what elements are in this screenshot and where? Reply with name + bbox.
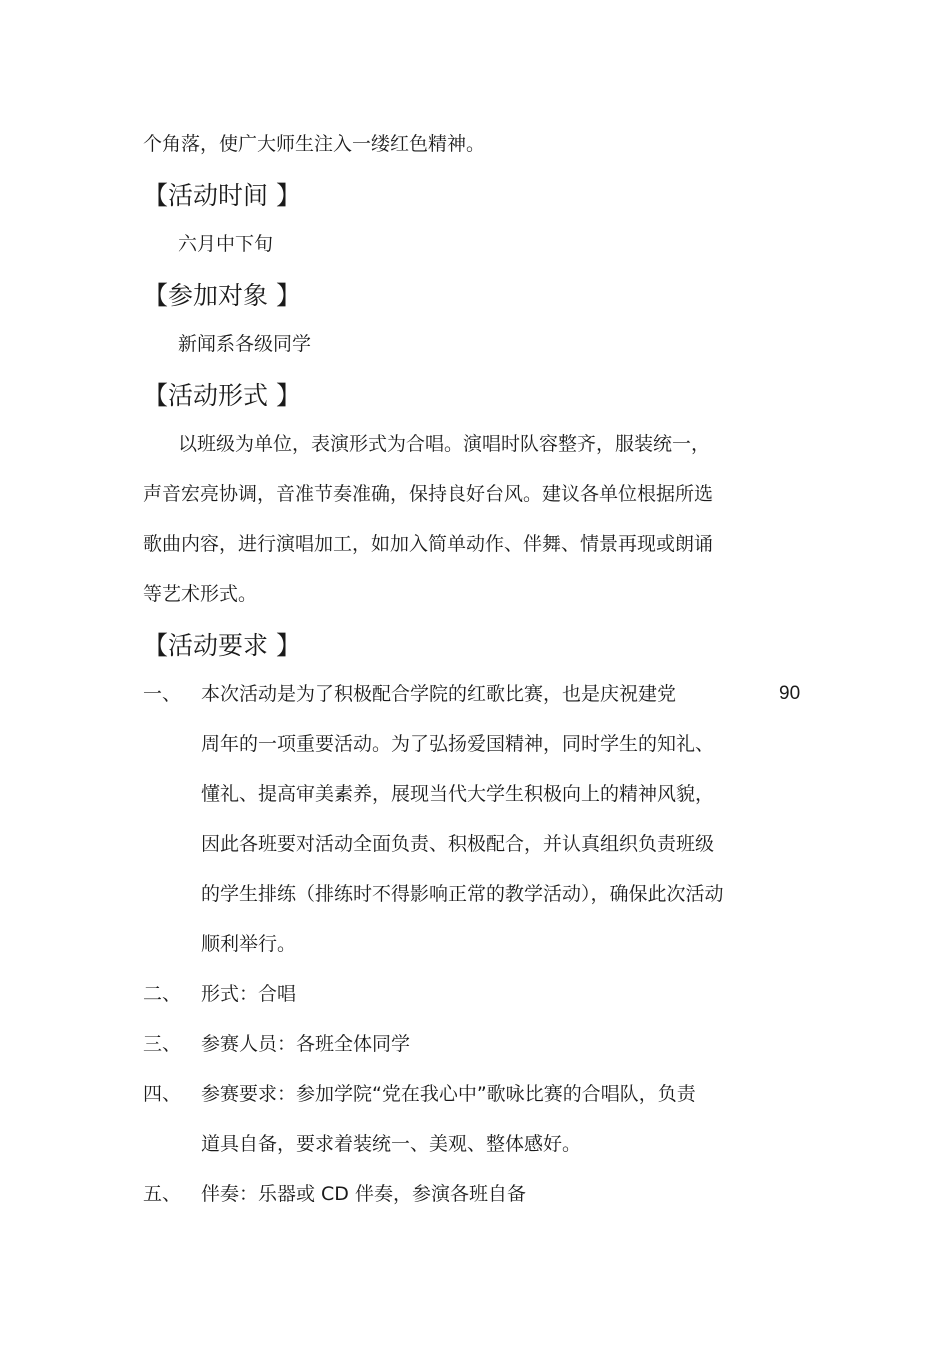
list-marker: 三、 bbox=[143, 1033, 182, 1055]
list-item-line: 形式：合唱 bbox=[201, 983, 297, 1005]
section-heading-time: 【活动时间 】 bbox=[143, 181, 301, 210]
list-item-line: 周年的一项重要活动。为了弘扬爱国精神，同时学生的知礼、 bbox=[201, 733, 715, 755]
list-marker: 五、 bbox=[143, 1183, 182, 1205]
list-item-line: 的学生排练（排练时不得影响正常的教学活动），确保此次活动 bbox=[201, 883, 724, 905]
list-item-line: 参赛人员：各班全体同学 bbox=[201, 1033, 411, 1055]
format-line: 等艺术形式。 bbox=[143, 583, 258, 605]
intro-tail: 个角落，使广大师生注入一缕红色精神。 bbox=[143, 133, 486, 155]
format-line: 歌曲内容，进行演唱加工，如加入简单动作、伴舞、情景再现或朗诵 bbox=[143, 533, 714, 555]
list-item-line: 因此各班要对活动全面负责、积极配合，并认真组织负责班级 bbox=[201, 833, 715, 855]
section-heading-requirements: 【活动要求 】 bbox=[143, 631, 301, 660]
section-content-participants: 新闻系各级同学 bbox=[178, 333, 312, 355]
list-item-line: 伴奏：乐器或 CD 伴奏，参演各班自备 bbox=[201, 1183, 526, 1205]
list-marker: 四、 bbox=[143, 1083, 182, 1105]
list-marker: 一、 bbox=[143, 683, 182, 705]
list-item-line: 懂礼、提高审美素养，展现当代大学生积极向上的精神风貌， bbox=[201, 783, 715, 805]
list-item-line: 顺利举行。 bbox=[201, 933, 297, 955]
format-line: 声音宏亮协调，音准节奏准确，保持良好台风。建议各单位根据所选 bbox=[143, 483, 714, 505]
section-heading-participants: 【参加对象 】 bbox=[143, 281, 301, 310]
list-item-line: 本次活动是为了积极配合学院的红歌比赛，也是庆祝建党 bbox=[201, 683, 677, 705]
list-item-line: 道具自备，要求着装统一、美观、整体感好。 bbox=[201, 1133, 582, 1155]
list-marker: 二、 bbox=[143, 983, 182, 1005]
section-heading-format: 【活动形式 】 bbox=[143, 381, 301, 410]
list-item-line: 参赛要求：参加学院“党在我心中”歌咏比赛的合唱队，负责 bbox=[201, 1083, 696, 1105]
section-content-time: 六月中下旬 bbox=[178, 233, 274, 255]
format-line: 以班级为单位，表演形式为合唱。演唱时队容整齐，服装统一， bbox=[178, 433, 711, 455]
list-item-number: 90 bbox=[779, 683, 801, 704]
